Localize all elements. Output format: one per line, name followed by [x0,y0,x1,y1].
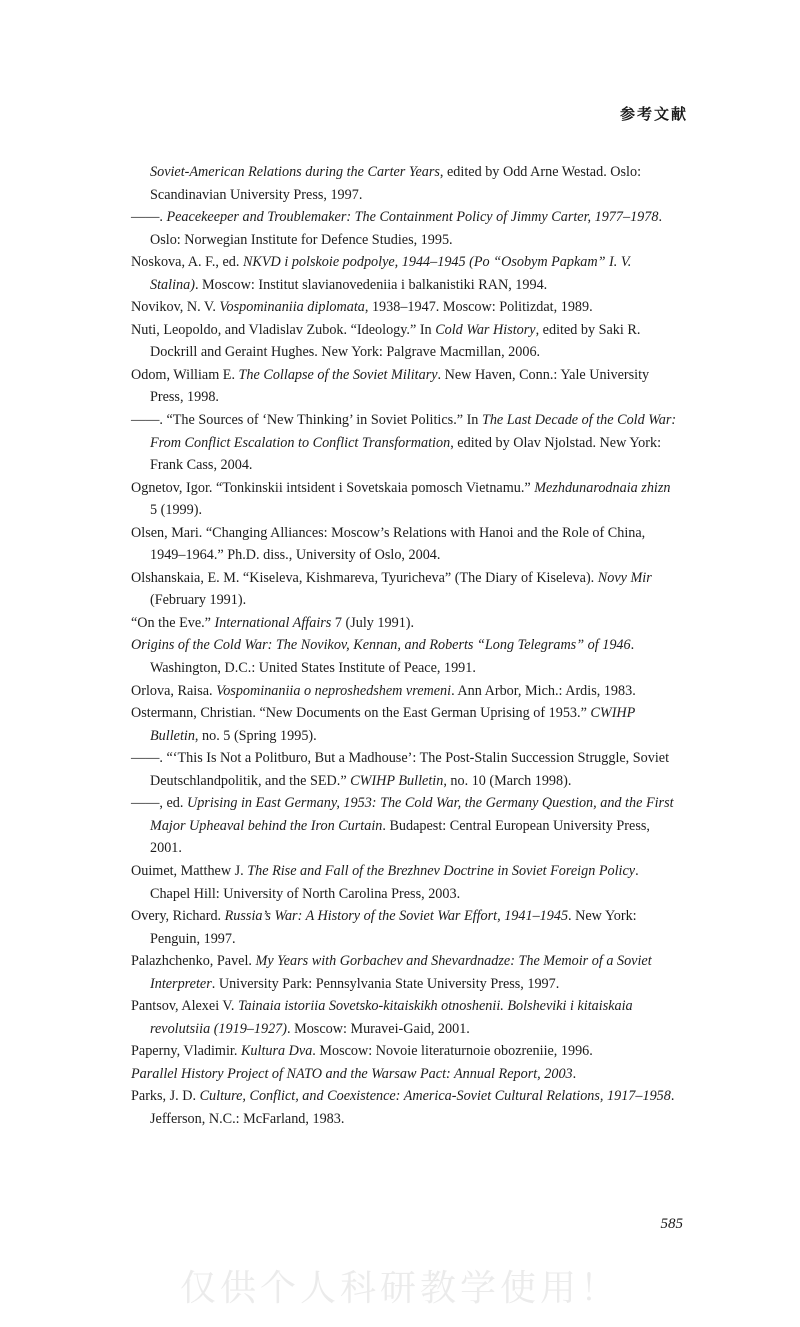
entry-title-text: Origins of the Cold War: The Novikov, Kennan, and Roberts “Long Telegrams” of 1946 [131,637,631,654]
entry-title-text: International Affairs [214,614,332,631]
entry-title-text: The Collapse of the Soviet Military [238,366,438,383]
entry-text: Olshanskaia, E. M. “Kiseleva, Kishmareva, Tyuricheva” (The Diary of Kiseleva). [131,569,598,586]
bibliography-entry [131,364,679,409]
bibliography-entry [131,950,679,995]
entry-text: , edited by Olav Njolstad. New York: Frank Cass, 2004. [150,434,662,474]
bibliography-entry [131,409,679,477]
entry-text: Parks, J. D. [131,1088,200,1105]
entry-text: . Oslo: Norwegian Institute for Defence Studies, 1995. [150,209,663,248]
entry-text: Novikov, N. V. [131,299,220,316]
entry-title-text: Soviet-American Relations during the Carter Years [150,164,440,180]
entry-title-text: Vospominaniia diplomata [219,299,365,316]
entry-text: . New York: Penguin, 1997. [150,908,637,947]
entry-text: ——. [131,209,167,226]
entry-title-text: Cold War History [435,321,536,338]
entry-text: . Jefferson, N.C.: McFarland, 1983. [150,1088,675,1127]
bibliography-list [131,161,679,1131]
bibliography-entry [131,905,679,950]
entry-title-text: Mezhdunarodnaia zhizn [534,479,671,496]
entry-text: (February 1991). [150,592,247,609]
entry-text: . Chapel Hill: University of North Carolina Press, 2003. [150,862,639,902]
entry-text: Orlova, Raisa. [131,682,217,699]
bibliography-entry [131,161,679,206]
watermark: 仅供个人科研教学使用！ [179,1268,620,1309]
bibliography-entry [131,995,679,1040]
entry-text: . University Park: Pennsylvania State University Press, 1997. [211,975,560,992]
entry-text: . Budapest: Central European University Press, 2001. [150,817,650,857]
entry-title-text: CWIHP Bulletin [150,705,636,744]
entry-title-text: Culture, Conflict, and Coexistence: America-Soviet Cultural Relations, 1917–1958 [199,1088,671,1105]
entry-text: ——. “The Sources of ‘New Thinking’ in Soviet Politics.” In [131,412,482,429]
entry-text: . Washington, D.C.: United States Institute of Peace, 1991. [150,637,635,677]
entry-title-text: Peacekeeper and Troublemaker: The Containment Policy of Jimmy Carter, 1977–1978 [166,209,659,226]
bibliography-entry [131,702,679,747]
entry-text: Pantsov, Alexei V. [131,998,238,1015]
entry-text: . Moscow: Muravei-Gaid, 2001. [287,1020,470,1037]
entry-title-text: Vospominaniia o neproshedshem vremeni [216,682,452,699]
entry-text: Olsen, Mari. “Changing Alliances: Moscow’s Relations with Hanoi and the Role of China, 1949–1964.” Ph.D. diss., University of Oslo, 2004. [131,524,646,564]
bibliography-entry [131,747,679,792]
bibliography-entry [131,1063,679,1086]
entry-title-text: The Rise and Fall of the Brezhnev Doctrine in Soviet Foreign Policy [247,862,636,879]
entry-text: . Moscow: Institut slavianovedeniia i balkanistiki RAN, 1994. [194,276,548,293]
bibliography-entry [131,792,679,860]
entry-text: , no. 10 (March 1998). [443,772,572,789]
running-head: 参考文献 [619,105,688,123]
entry-title-text: Parallel History Project of NATO and the Warsaw Pact: Annual Report, 2003 [131,1065,573,1082]
bibliography-entry [131,634,679,679]
entry-text: Overy, Richard. [131,908,225,925]
entry-text: “On the Eve.” [131,614,215,631]
entry-text: . New Haven, Conn.: Yale University Press, 1998. [150,366,650,406]
entry-text: . Ann Arbor, Mich.: Ardis, 1983. [451,682,636,699]
entry-text: Ognetov, Igor. “Tonkinskii intsident i Sovetskaia pomosch Vietnamu.” [131,479,535,496]
bibliography-entry [131,251,679,296]
entry-text: Nuti, Leopoldo, and Vladislav Zubok. “Ideology.” In [131,321,436,338]
entry-title-text: The Last Decade of the Cold War: From Conflict Escalation to Conflict Transformation [150,412,677,451]
entry-title-text: Novy Mir [597,569,652,586]
entry-text: Ouimet, Matthew J. [131,862,248,879]
entry-text: , edited by Odd Arne Westad. Oslo: Scandinavian University Press, 1997. [150,164,642,203]
entry-title-text: NKVD i polskoie podpolye, 1944–1945 (Po “Osobym Papkam” I. V. Stalina) [150,254,632,293]
entry-text: Noskova, A. F., ed. [131,254,243,271]
entry-title-text: Tainaia istoriia Sovetsko-kitaiskikh otnoshenii. Bolsheviki i kitaiskaia revolutsiia (1919–1927) [150,998,633,1037]
entry-text: Odom, William E. [131,366,239,383]
entry-title-text: My Years with Gorbachev and Shevardnadze: The Memoir of a Soviet Interpreter [150,953,652,992]
bibliography-entry [131,319,679,364]
bibliography-entry [131,567,679,612]
bibliography-entry [131,680,679,703]
entry-text: 7 (July 1991). [331,614,415,631]
entry-text: Ostermann, Christian. “New Documents on the East German Uprising of 1953.” [131,705,591,722]
entry-text: Paperny, Vladimir. [131,1043,241,1060]
entry-title-text: Russia’s War: A History of the Soviet War Effort, 1941–1945 [224,908,569,925]
entry-text: . Moscow: Novoie literaturnoie obozreniie, 1996. [312,1043,593,1060]
entry-text: ——. “‘This Is Not a Politburo, But a Madhouse’: The Post-Stalin Succession Struggle, Soviet Deutschlandpolitik, and the SED.” [131,750,670,789]
page-number: 585 [660,1216,683,1232]
entry-title-text: Uprising in East Germany, 1953: The Cold War, the Germany Question, and the First Major Upheaval behind the Iron Curtain [150,795,674,834]
entry-title-text: Kultura Dva [240,1043,313,1060]
entry-title-text: CWIHP Bulletin [350,772,444,789]
entry-text: 5 (1999). [150,502,203,519]
bibliography-entry [131,1085,679,1130]
bibliography-entry [131,1040,679,1063]
entry-text: , no. 5 (Spring 1995). [194,727,317,744]
bibliography-entry [131,612,679,635]
bibliography-entry [131,206,679,251]
bibliography-entry [131,522,679,567]
entry-text: , edited by Saki R. Dockrill and Geraint Hughes. New York: Palgrave Macmillan, 2006. [150,321,641,361]
entry-text: ——, ed. [131,795,187,812]
entry-text: . [572,1065,577,1082]
bibliography-entry [131,477,679,522]
entry-text: Palazhchenko, Pavel. [131,953,256,970]
entry-text: , 1938–1947. Moscow: Politizdat, 1989. [364,299,593,316]
bibliography-entry [131,860,679,905]
bibliography-entry [131,296,679,319]
